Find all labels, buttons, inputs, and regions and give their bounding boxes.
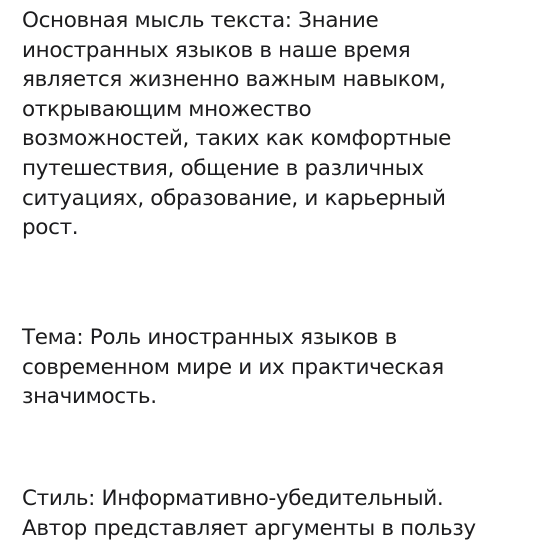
text-line: Стиль: Информативно-убедительный. — [22, 486, 444, 511]
text-line: Основная мысль текста: Знание — [22, 8, 379, 33]
text-line: путешествия, общение в различных — [22, 155, 424, 181]
text-line: значимость. — [22, 384, 157, 410]
text-line: иностранных языков в наше время — [22, 37, 411, 63]
text-line: возможностей, таких как комфортные — [22, 126, 452, 152]
text-line: рост. — [22, 215, 79, 241]
text-line: Автор представляет аргументы в пользу — [22, 515, 476, 541]
theme-paragraph — [22, 323, 444, 412]
text-line: является жизненно важным навыком, — [22, 67, 446, 93]
text-line: открывающим множество — [22, 96, 312, 122]
text-line: современном мире и их практическая — [22, 354, 444, 380]
text-line: Тема: Роль иностранных языков в — [22, 325, 398, 350]
text-line: ситуациях, образование, и карьерный — [22, 185, 446, 211]
main-idea-paragraph — [22, 6, 451, 243]
style-paragraph — [22, 484, 476, 543]
